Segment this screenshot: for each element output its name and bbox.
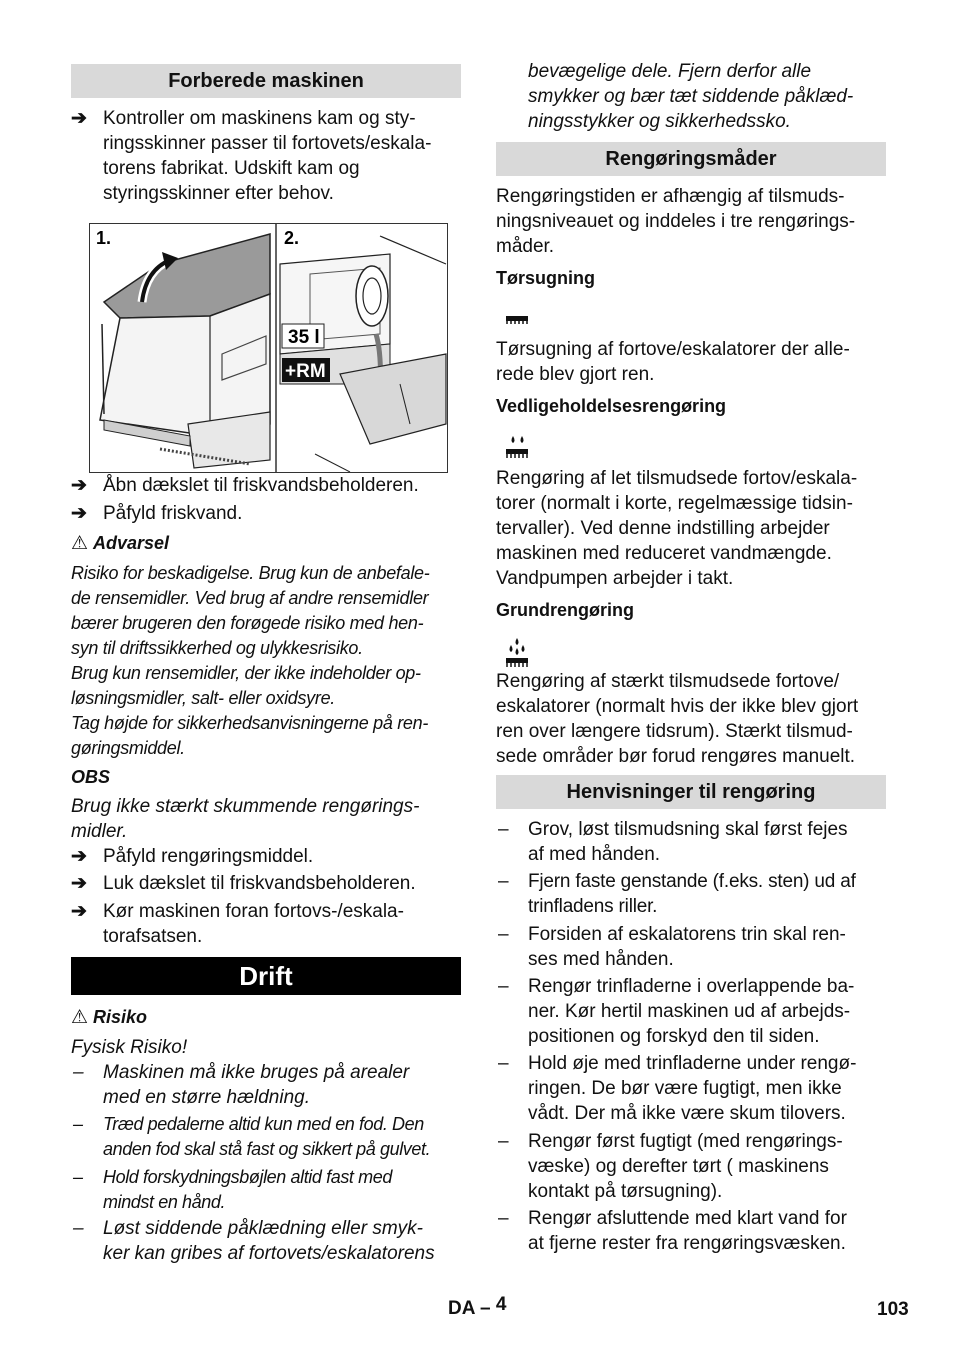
text-line: rede blev gjort ren. xyxy=(496,364,655,385)
instruction-close-lid xyxy=(71,871,483,896)
text-line: tervaller). Ved denne indstilling arbejder xyxy=(496,518,830,539)
instruction-open-lid xyxy=(71,473,483,498)
language-code: DA xyxy=(448,1298,475,1319)
text-line: positionen og forskyd den til siden. xyxy=(528,1026,820,1047)
text-line: Løst siddende påklædning eller smyk- xyxy=(103,1218,423,1239)
text-line: Maskinen må ikke bruges på arealer xyxy=(103,1062,410,1083)
risk-item xyxy=(71,1060,473,1110)
text-line: Forsiden af eskalatorens trin skal ren- xyxy=(528,924,846,945)
machine-illustration xyxy=(89,223,448,473)
text-line: Tag højde for sikkerhedsanvisningerne på ren- xyxy=(71,713,429,733)
text-line: syn til driftssikkerhed og ulykkesrisiko. xyxy=(71,638,363,658)
text-line: torer (normalt i korte, regelmæssige tidsin- xyxy=(496,493,853,514)
continued-risk-text xyxy=(528,59,888,134)
text-line: væske) og derefter tørt ( maskinens xyxy=(528,1156,829,1177)
text-line: gøringsmiddel. xyxy=(71,738,185,758)
footer-section-marker xyxy=(448,1294,507,1321)
obs-text xyxy=(71,794,461,844)
text-line: vådt. Der må ikke være skum tilovers. xyxy=(528,1103,846,1124)
dash-bullet: – xyxy=(498,1053,509,1074)
risk-item xyxy=(71,1112,495,1162)
risk-item xyxy=(71,1216,488,1266)
text-line: Kør maskinen foran fortovs-/eskala- xyxy=(103,901,404,922)
text-line: med en større hældning. xyxy=(103,1087,310,1108)
text-line: Rengøringstiden er afhængig af tilsmuds- xyxy=(496,186,845,207)
text-line: Fjern faste genstande (f.eks. sten) ud af xyxy=(528,871,856,892)
text-line: trinfladens riller. xyxy=(528,896,658,917)
dash-bullet: – xyxy=(498,976,509,997)
dash-bullet: – xyxy=(73,1167,83,1187)
text-line: Rengør afsluttende med klart vand for xyxy=(528,1208,847,1229)
page-number: 103 xyxy=(877,1299,909,1320)
hint-item xyxy=(496,817,888,867)
dash-bullet: – xyxy=(73,1114,83,1134)
text-line: at fjerne rester fra rengøringsvæsken. xyxy=(528,1233,846,1254)
figure-label-1: 1. xyxy=(96,228,112,248)
mode-title-maintenance: Vedligeholdelsesrengøring xyxy=(496,396,727,416)
text-line: eskalatorer (normalt hvis der ikke blev gjort xyxy=(496,696,859,717)
text-line: ses med hånden. xyxy=(528,949,674,970)
warning-heading xyxy=(71,531,461,556)
text-line: torafsatsen. xyxy=(103,926,203,947)
mode-text-dry xyxy=(496,337,886,387)
text-line: Grov, løst tilsmudsning skal først fejes xyxy=(528,819,848,840)
risk-subtitle: Fysisk Risiko! xyxy=(71,1037,188,1058)
cleaning-modes-intro xyxy=(496,184,886,259)
dash-bullet: – xyxy=(498,871,509,892)
text-line: mindst en hånd. xyxy=(103,1192,226,1212)
arrow-icon: ➔ xyxy=(71,873,87,894)
text-line: løsningsmidler, salt- eller oxidsyre. xyxy=(71,688,335,708)
text-line: kontakt på tørsugning). xyxy=(528,1181,723,1202)
risk-label: Risiko xyxy=(93,1007,148,1027)
text-line: Hold øje med trinfladerne under rengø- xyxy=(528,1053,857,1074)
hint-item xyxy=(496,869,888,919)
instruction-check-comb xyxy=(71,106,463,206)
dash-bullet: – xyxy=(498,819,509,840)
mode-title-dry: Tørsugning xyxy=(496,268,595,288)
text-line: Rengøring af let tilsmudsede fortov/eskala- xyxy=(496,468,858,489)
mode-title-basic: Grundrengøring xyxy=(496,600,634,620)
mode-text-maintenance xyxy=(496,466,888,591)
text-line: Påfyld friskvand. xyxy=(103,503,243,524)
text-line: anden fod skal stå fast og sikkert på gulvet. xyxy=(103,1139,431,1159)
section-title-cleaning-modes: Rengøringsmåder xyxy=(496,142,886,176)
text-line: midler. xyxy=(71,821,128,842)
obs-label: OBS xyxy=(71,767,111,787)
hint-item xyxy=(496,1206,888,1256)
dash-bullet: – xyxy=(73,1062,84,1083)
text-line: Rengør trinfladerne i overlappende ba- xyxy=(528,976,855,997)
text-line: styringsskinner efter behov. xyxy=(103,183,334,204)
text-line: maskinen med reduceret vandmængde. xyxy=(496,543,832,564)
instruction-drive-machine xyxy=(71,899,483,949)
text-line: måder. xyxy=(496,236,555,257)
text-line: sede områder bør forud rengøres manuelt. xyxy=(496,746,856,767)
text-line: af med hånden. xyxy=(528,844,661,865)
instruction-fill-detergent xyxy=(71,844,483,869)
text-line: ker kan gribes af fortovets/eskalatorens xyxy=(103,1243,435,1264)
volume-label: 35 l xyxy=(288,327,320,348)
arrow-icon: ➔ xyxy=(71,901,87,922)
warning-triangle-icon: ⚠ xyxy=(71,533,89,554)
warning-label: Advarsel xyxy=(93,533,170,553)
rm-label: +RM xyxy=(285,361,326,382)
text-line: Rengør først fugtigt (med rengørings- xyxy=(528,1131,843,1152)
text-line: Påfyld rengøringsmiddel. xyxy=(103,846,314,867)
basic-cleaning-icon xyxy=(506,638,530,673)
text-line: de rensemidler. Ved brug af andre rensemidler xyxy=(71,588,429,608)
arrow-icon: ➔ xyxy=(71,475,87,496)
arrow-icon: ➔ xyxy=(71,108,87,129)
text-line: ner. Kør hertil maskinen ud af arbejds- xyxy=(528,1001,851,1022)
section-page-number: 4 xyxy=(495,1294,507,1315)
text-line: ringen. De bør være fugtigt, men ikke xyxy=(528,1078,842,1099)
risk-heading xyxy=(71,1005,461,1030)
text-line: Træd pedalerne altid kun med en fod. Den xyxy=(103,1114,424,1134)
dash-bullet: – xyxy=(498,1208,509,1229)
text-line: Brug kun rensemidler, der ikke indeholder op- xyxy=(71,663,421,683)
instruction-fill-water xyxy=(71,501,483,526)
warning-text xyxy=(71,561,466,761)
hint-item xyxy=(496,922,888,972)
arrow-icon: ➔ xyxy=(71,846,87,867)
section-title-cleaning-hints: Henvisninger til rengøring xyxy=(496,775,886,809)
maintenance-cleaning-icon xyxy=(506,434,530,465)
chapter-title-drift: Drift xyxy=(71,957,461,995)
text-line: ringsskinner passer til fortovets/eskala- xyxy=(103,133,432,154)
mode-text-basic xyxy=(496,669,888,769)
text-line: ningsstykker og sikkerhedssko. xyxy=(528,111,791,132)
section-title-prepare: Forberede maskinen xyxy=(71,64,461,98)
hint-item xyxy=(496,1051,888,1126)
text-line: Kontroller om maskinens kam og sty- xyxy=(103,108,416,129)
text-line: torens fabrikat. Udskift kam og xyxy=(103,158,360,179)
warning-triangle-icon: ⚠ xyxy=(71,1007,89,1028)
text-line: ren over længere tidsrum). Stærkt tilsmud- xyxy=(496,721,853,742)
hint-item xyxy=(496,974,888,1049)
text-line: Tørsugning af fortove/eskalatorer der alle- xyxy=(496,339,850,360)
hint-item xyxy=(496,1129,888,1204)
machine-drawing xyxy=(90,224,447,472)
text-line: bevægelige dele. Fjern derfor alle xyxy=(528,61,812,82)
text-line: Luk dækslet til friskvandsbeholderen. xyxy=(103,873,416,894)
text-line: Vandpumpen arbejder i takt. xyxy=(496,568,734,589)
text-line: Brug ikke stærkt skummende rengørings- xyxy=(71,796,420,817)
footer-dash: – xyxy=(480,1298,491,1319)
arrow-icon: ➔ xyxy=(71,503,87,524)
text-line: Rengøring af stærkt tilsmudsede fortove/ xyxy=(496,671,840,692)
text-line: bærer brugeren den forøgede risiko med hen- xyxy=(71,613,424,633)
text-line: Risiko for beskadigelse. Brug kun de anbefale- xyxy=(71,563,430,583)
text-line: Åbn dækslet til friskvandsbeholderen. xyxy=(103,475,419,496)
text-line: ningsniveauet og inddeles i tre rengørings- xyxy=(496,211,856,232)
dash-bullet: – xyxy=(498,1131,509,1152)
figure-label-2: 2. xyxy=(284,228,300,248)
text-line: smykker og bær tæt siddende påklæd- xyxy=(528,86,854,107)
dry-suction-icon xyxy=(506,312,530,330)
dash-bullet: – xyxy=(73,1218,84,1239)
dash-bullet: – xyxy=(498,924,509,945)
text-line: Hold forskydningsbøjlen altid fast med xyxy=(103,1167,392,1187)
risk-item xyxy=(71,1165,483,1215)
